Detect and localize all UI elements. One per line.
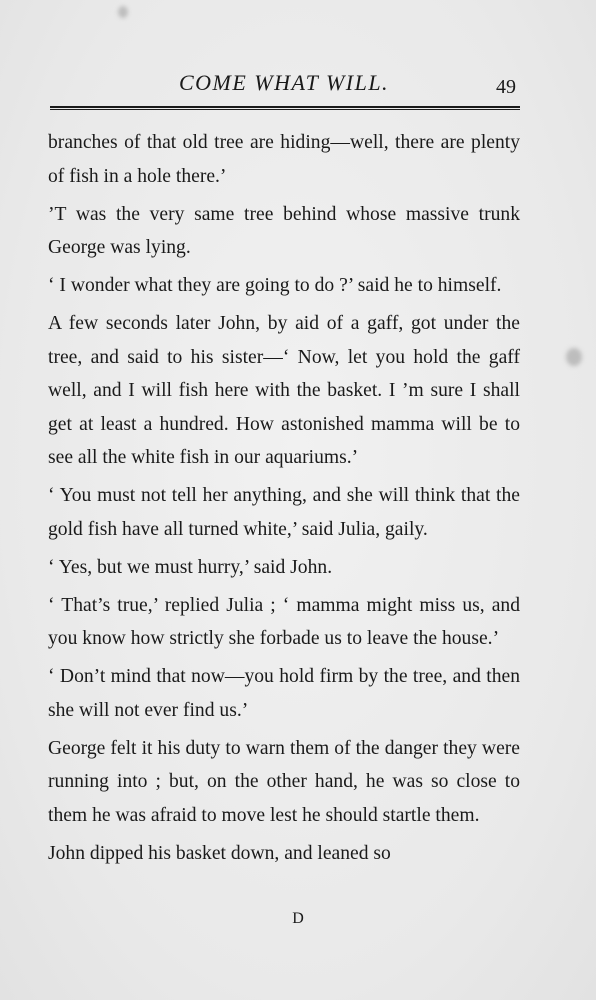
page-number: 49 — [496, 76, 516, 98]
signature-mark: D — [292, 910, 304, 927]
paragraph: ’T was the very same tree behind whose massive trunk George was lying. — [48, 203, 520, 258]
paragraph: branches of that old tree are hiding—well, there are plenty of fish in a hole there.’ — [48, 132, 520, 187]
body-text — [48, 126, 520, 875]
page-header — [48, 68, 520, 108]
paragraph: George felt it his duty to warn them of the danger they were running into ; but, on the other hand, he was so close to them he was afraid to move lest he should startle them. — [48, 737, 520, 826]
paragraph: ‘ You must not tell her anything, and she will think that the gold fish have all turned white,’ said Julia, gaily. — [48, 485, 520, 540]
paragraph: ‘ Yes, but we must hurry,’ said John. — [48, 556, 333, 578]
paragraph: A few seconds later John, by aid of a gaff, got under the tree, and said to his sister—‘ Now, let you hold the gaff well, and I will fish here with the basket. I ’m sure I shall get at least a hundred. How astonished mamma will be to see all the white fish in our aquariums.’ — [48, 313, 520, 468]
header-rule — [50, 106, 520, 110]
running-title: COME WHAT WILL. — [178, 70, 390, 95]
paragraph: ‘ That’s true,’ replied Julia ; ‘ mamma might miss us, and you know how strictly she forbade us to leave the house.’ — [48, 594, 520, 649]
paragraph: ‘ Don’t mind that now—you hold firm by the tree, and then she will not ever find us.’ — [48, 666, 520, 721]
paragraph: ‘ I wonder what they are going to do ?’ said he to himself. — [48, 275, 502, 296]
paper-blemish — [118, 6, 128, 18]
paper-blemish — [566, 348, 582, 366]
paragraph: John dipped his basket down, and leaned so — [48, 842, 391, 864]
